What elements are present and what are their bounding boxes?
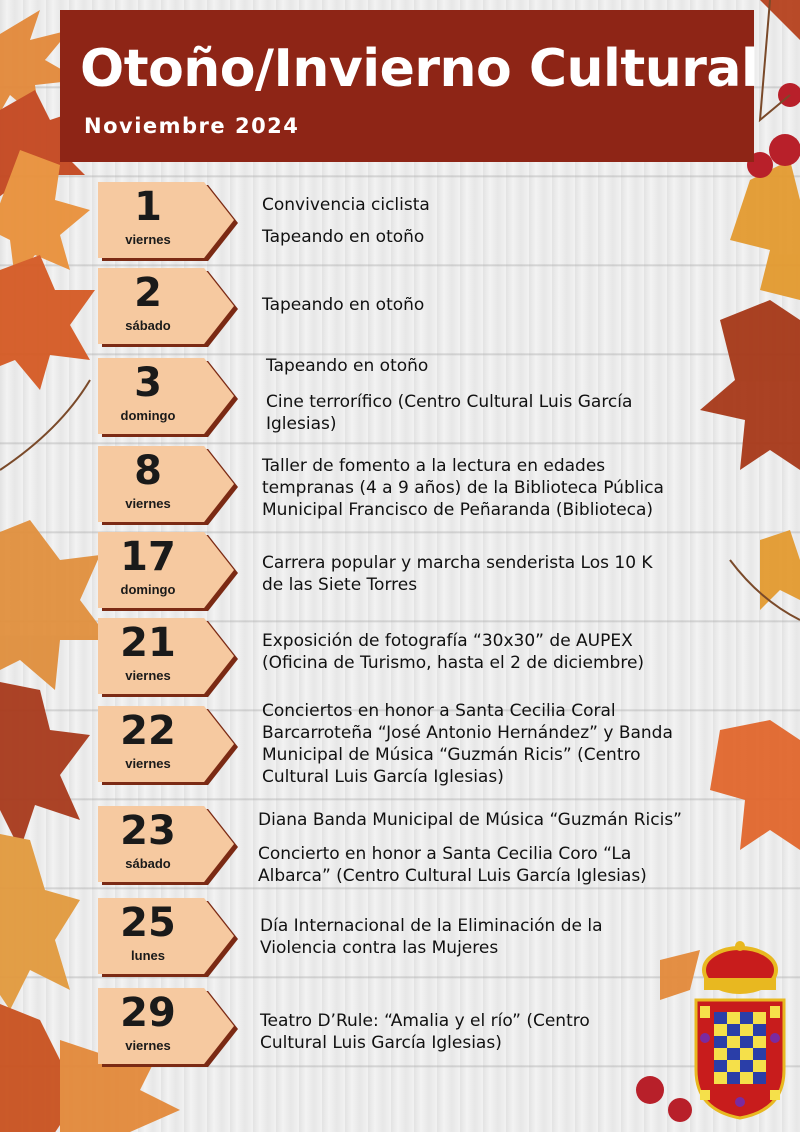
event-description xyxy=(262,294,752,316)
event-line: (Oficina de Turismo, hasta el 2 de diciembre) xyxy=(262,653,645,673)
event-line: Tapeando en otoño xyxy=(262,227,425,247)
event-day: 23 xyxy=(120,808,176,854)
page-subtitle: Noviembre 2024 xyxy=(84,114,300,138)
event-description xyxy=(262,700,752,788)
event-description xyxy=(262,630,752,674)
header-banner xyxy=(60,10,759,162)
event-line: Cine terrorífico (Centro Cultural Luis García xyxy=(266,392,633,412)
event-weekday: domingo xyxy=(120,582,176,597)
event-weekday: viernes xyxy=(125,1038,171,1053)
event-line: Convivencia ciclista xyxy=(262,195,430,215)
coat-of-arms-icon xyxy=(690,940,790,1120)
event-description xyxy=(262,455,752,521)
event-weekday: viernes xyxy=(125,756,171,771)
event-line: tempranas (4 a 9 años) de la Biblioteca Pública xyxy=(262,478,664,498)
event-line: Barcarroteña “José Antonio Hernández” y Banda xyxy=(262,723,673,743)
event-weekday: lunes xyxy=(131,948,165,963)
event-day: 25 xyxy=(120,900,176,946)
event-day: 8 xyxy=(134,448,162,494)
event-line: Cultural Luis García Iglesias) xyxy=(260,1033,502,1053)
event-line: Carrera popular y marcha senderista Los 10 K xyxy=(262,553,653,573)
event-line: de las Siete Torres xyxy=(262,575,418,595)
event-line: Iglesias) xyxy=(266,414,337,434)
event-line: Violencia contra las Mujeres xyxy=(260,938,499,958)
event-day: 17 xyxy=(120,534,176,580)
event-description xyxy=(258,809,748,887)
event-line: Municipal Francisco de Peñaranda (Biblioteca) xyxy=(262,500,654,520)
event-weekday: sábado xyxy=(125,856,171,871)
event-description xyxy=(260,1010,750,1054)
event-weekday: viernes xyxy=(125,232,171,247)
event-line: Tapeando en otoño xyxy=(262,295,425,315)
event-weekday: viernes xyxy=(125,496,171,511)
event-line: Día Internacional de la Eliminación de la xyxy=(260,916,603,936)
event-weekday: domingo xyxy=(120,408,176,423)
event-line: Taller de fomento a la lectura en edades xyxy=(262,456,606,476)
event-description xyxy=(262,552,752,596)
event-line: Teatro D’Rule: “Amalia y el río” (Centro xyxy=(260,1011,590,1031)
event-day: 29 xyxy=(120,990,176,1036)
event-description xyxy=(262,194,752,248)
event-line: Exposición de fotografía “30x30” de AUPEX xyxy=(262,631,633,651)
event-day: 21 xyxy=(120,620,176,666)
event-line: Diana Banda Municipal de Música “Guzmán Ricis” xyxy=(258,810,682,830)
event-line: Tapeando en otoño xyxy=(266,356,429,376)
event-weekday: viernes xyxy=(125,668,171,683)
event-day: 3 xyxy=(134,360,162,406)
event-description xyxy=(266,355,756,435)
event-line: Concierto en honor a Santa Cecilia Coro “La xyxy=(258,844,632,864)
event-weekday: sábado xyxy=(125,318,171,333)
event-line: Albarca” (Centro Cultural Luis García Iglesias) xyxy=(258,866,647,886)
page-title: Otoño/Invierno Cultural xyxy=(80,39,759,99)
event-day: 2 xyxy=(134,270,162,316)
event-line: Cultural Luis García Iglesias) xyxy=(262,767,504,787)
event-line: Conciertos en honor a Santa Cecilia Coral xyxy=(262,701,616,721)
event-day: 1 xyxy=(134,184,162,230)
event-description xyxy=(260,915,750,959)
event-line: Municipal de Música “Guzmán Ricis” (Centro xyxy=(262,745,641,765)
event-day: 22 xyxy=(120,708,176,754)
